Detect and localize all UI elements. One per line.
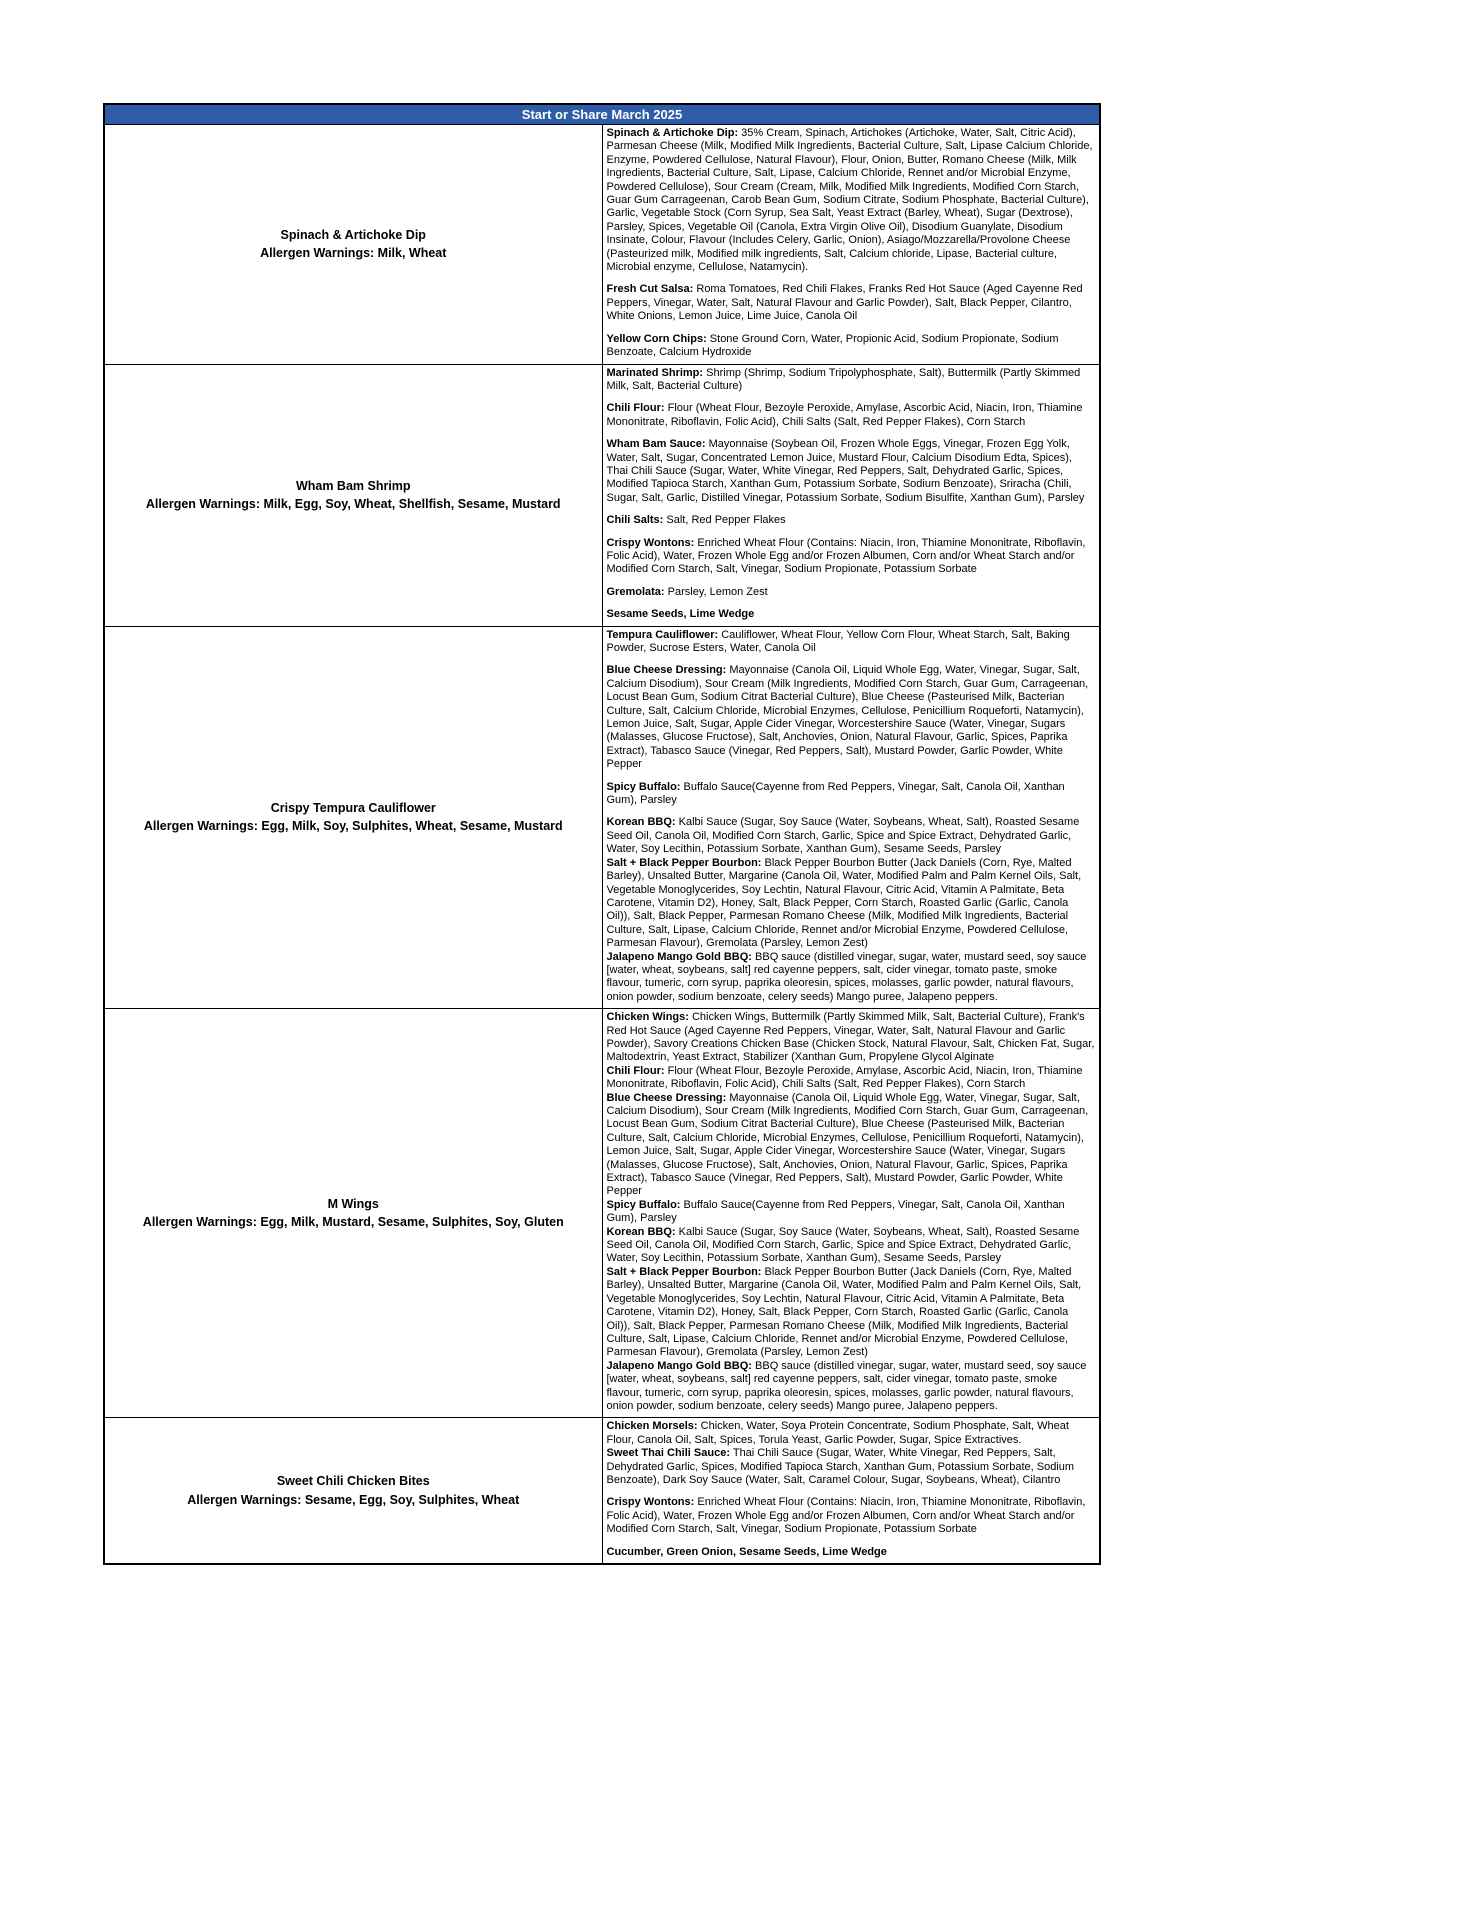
ingredient-section-label: Korean BBQ: bbox=[606, 816, 676, 829]
ingredient-section: Spinach & Artichoke Dip: 35% Cream, Spinach, Artichokes (Artichoke, Water, Salt, Citric Acid), Parmesan Cheese (Milk, Modified Milk Ingredients, Bacterial Culture, Salt, Lipase Calcium Chloride, Enzyme, Powdered Cellulose, Natural Flavour), Flour, Onion, Butter, Romano Cheese (Milk, Milk Ingredients, Bacterial Culture, Salt, Lipase, Calcium Chloride, Rennet and/or Microbial Enzyme, Powdered Cellulose), Sour Cream (Cream, Milk, Modified Milk Ingredients, Modified Corn Starch, Guar Gum Carrageenan, Carob Bean Gum, Sodium Citrate, Sodium Phosphate, Bacterial Culture), Garlic, Vegetable Stock (Corn Syrup, Sea Salt, Yeast Extract (Barley, Wheat), Sugar (Dextrose), Parsley, Spices, Vegetable Oil (Canola, Extra Virgin Olive Oil), Disodium Guanylate, Disodium Insinate, Colour, Flavour (Includes Celery, Garlic, Onion), Asiago/Mozzarella/Provolone Cheese (Pasteurized milk, Modified milk ingredients, Salt, Calcium chloride, Lipase, Bacterial culture, Microbial enzyme, Cellulose, Natamycin). bbox=[606, 127, 1093, 274]
table-header-title: Start or Share March 2025 bbox=[104, 104, 1100, 125]
ingredient-section-label: Spicy Buffalo: bbox=[606, 1198, 681, 1211]
ingredient-section: Chili Salts: Salt, Red Pepper Flakes bbox=[606, 514, 786, 527]
ingredient-section-label: Korean BBQ: bbox=[606, 1225, 676, 1238]
allergen-warnings: Allergen Warnings: Sesame, Egg, Soy, Sulphites, Wheat bbox=[187, 1492, 520, 1507]
allergen-warnings: Allergen Warnings: Egg, Milk, Soy, Sulphites, Wheat, Sesame, Mustard bbox=[143, 819, 563, 834]
ingredient-section: Yellow Corn Chips: Stone Ground Corn, Water, Propionic Acid, Sodium Propionate, Sodium Benzoate, Calcium Hydroxide bbox=[606, 332, 1059, 359]
ingredients-cell bbox=[602, 364, 1100, 626]
ingredient-section: Chili Flour: Flour (Wheat Flour, Bezoyle Peroxide, Amylase, Ascorbic Acid, Niacin, Iron, Thiamine Mononitrate, Riboflavin, Folic Acid), Chili Salts (Salt, Red Pepper Flakes), Corn Starch bbox=[606, 402, 1083, 428]
ingredient-section-label: Chicken Wings: bbox=[606, 1011, 689, 1024]
dish-name: Sweet Chili Chicken Bites bbox=[276, 1474, 430, 1489]
dish-cell bbox=[104, 364, 602, 626]
ingredient-section: Blue Cheese Dressing: Mayonnaise (Canola Oil, Liquid Whole Egg, Water, Vinegar, Sugar, Salt, Calcium Disodium), Sour Cream (Milk Ingredients, Modified Corn Starch, Guar Gum, Carrageenan, Locust Bean Gum, Sodium Citrat Bacterial Culture), Blue Cheese (Pasteurised Milk, Bacterian Culture, Salt, Calcium Chloride, Microbial Enzymes, Cellulose, Penicillium Roqueforti, Natamycin), Lemon Juice, Salt, Sugar, Apple Cider Vinegar, Worcestershire Sauce (Water, Vinegar, Sugars (Malasses, Glucose Fructose), Salt, Anchovies, Onion, Natural Flavour, Garlic, Spices, Paprika Extract), Tabasco Sauce (Vinegar, Red Peppers, Salt), Mustard Powder, Garlic Powder, White Pepper bbox=[606, 1091, 1089, 1198]
ingredient-section: Spicy Buffalo: Buffalo Sauce(Cayenne from Red Peppers, Vinegar, Salt, Canola Oil, Xanthan Gum), Parsley bbox=[606, 1198, 1065, 1225]
ingredient-section: Chicken Wings: Chicken Wings, Buttermilk (Partly Skimmed Milk, Salt, Bacterial Culture), Frank's Red Hot Sauce (Aged Cayenne Red Peppers, Vinegar, Water, Salt, Natural Flavour and Garlic Powder), Savory Creations Chicken Base (Chicken Stock, Natural Flavour, Salt, Chicken Fat, Sugar, Maltodextrin, Yeast Extract, Stabilizer (Xanthan Gum, Propylene Glycol Alginate bbox=[606, 1011, 1095, 1064]
ingredient-section: Blue Cheese Dressing: Mayonnaise (Canola Oil, Liquid Whole Egg, Water, Vinegar, Sugar, Salt, Calcium Disodium), Sour Cream (Milk Ingredients, Modified Corn Starch, Guar Gum, Carrageenan, Locust Bean Gum, Sodium Citrat Bacterial Culture), Blue Cheese (Pasteurised Milk, Bacterian Culture, Salt, Calcium Chloride, Microbial Enzymes, Cellulose, Penicillium Roqueforti, Natamycin), Lemon Juice, Salt, Sugar, Apple Cider Vinegar, Worcestershire Sauce (Water, Vinegar, Sugars (Malasses, Glucose Fructose), Salt, Anchovies, Onion, Natural Flavour, Garlic, Spices, Paprika Extract), Tabasco Sauce (Vinegar, Red Peppers, Salt), Mustard Powder, Garlic Powder, White Pepper bbox=[606, 664, 1089, 771]
ingredient-section-label: Jalapeno Mango Gold BBQ: bbox=[606, 1359, 752, 1372]
table-row bbox=[104, 1418, 1100, 1564]
ingredient-section-label: Salt + Black Pepper Bourbon: bbox=[606, 856, 762, 869]
table-row bbox=[104, 364, 1100, 626]
ingredient-section-label: Crispy Wontons: bbox=[606, 1496, 695, 1509]
ingredient-section-label: Chili Flour: bbox=[606, 402, 665, 415]
ingredient-section: Wham Bam Sauce: Mayonnaise (Soybean Oil, Frozen Whole Eggs, Vinegar, Frozen Egg Yolk, Water, Salt, Sugar, Concentrated Lemon Juice, Mustard Flour, Calcium Disodium Edta, Spices), Thai Chili Sauce (Sugar, Water, White Vinegar, Red Peppers, Salt, Dehydrated Garlic, Spices, Modified Tapioca Starch, Xanthan Gum, Potassium Sorbate, Sodium Benzoate), Sriracha (Chili, Sugar, Salt, Garlic, Distilled Vinegar, Potassium Sorbate, Sodium Bisulfite, Xanthan Gum), Parsley bbox=[606, 438, 1085, 504]
table-row bbox=[104, 626, 1100, 1009]
ingredients-cell bbox=[602, 125, 1100, 365]
ingredient-section-label: Chili Flour: bbox=[606, 1064, 665, 1077]
ingredient-table bbox=[103, 103, 1101, 1565]
ingredient-section: Salt + Black Pepper Bourbon: Black Pepper Bourbon Butter (Jack Daniels (Corn, Rye, Malted Barley), Unsalted Butter, Margarine (Canola Oil, Water, Modified Palm and Palm Kernel Oils, Salt, Vegetable Monoglycerides, Soy Lechtin, Natural Flavour, Citric Acid, Vitamin A Palmitate, Beta Carotene, Vitamin D2), Honey, Salt, Black Pepper, Corn Starch, Roasted Garlic (Garlic, Canola Oil)), Salt, Black Pepper, Parmesan Romano Cheese (Milk, Modified Milk Ingredients, Bacterial Culture, Salt, Lipase, Calcium Chloride, Rennet and/or Microbial Enzyme, Powdered Cellulose, Parmesan Flavour), Gremolata (Parsley, Lemon Zest) bbox=[606, 856, 1082, 950]
dish-cell bbox=[104, 1418, 602, 1564]
ingredient-section-label: Chicken Morsels: bbox=[606, 1420, 698, 1433]
ingredient-section: Gremolata: Parsley, Lemon Zest bbox=[606, 585, 768, 598]
ingredients-cell bbox=[602, 626, 1100, 1009]
ingredient-section-label: Sesame Seeds, Lime Wedge bbox=[606, 608, 755, 621]
dish-name: Crispy Tempura Cauliflower bbox=[270, 801, 436, 816]
table-row bbox=[104, 1009, 1100, 1418]
ingredients-cell bbox=[602, 1418, 1100, 1564]
ingredient-section: Sweet Thai Chili Sauce: Thai Chili Sauce (Sugar, Water, White Vinegar, Red Peppers, Salt, Dehydrated Garlic, Spices, Modified Tapioca Starch, Xanthan Gum, Potassium Sorbate, Sodium Benzoate), Dark Soy Sauce (Water, Salt, Caramel Colour, Sugar, Soybeans, Wheat), Cilantro bbox=[606, 1447, 1075, 1486]
ingredient-section-label: Salt + Black Pepper Bourbon: bbox=[606, 1265, 762, 1278]
dish-cell bbox=[104, 125, 602, 365]
ingredient-section: Korean BBQ: Kalbi Sauce (Sugar, Soy Sauce (Water, Soybeans, Wheat, Salt), Roasted Sesame Seed Oil, Canola Oil, Modified Corn Starch, Garlic, Spice and Spice Extract, Dehydrated Garlic, Water, Soy Lecithin, Potassium Sorbate, Xanthan Gum), Sesame Seeds, Parsley bbox=[606, 816, 1080, 856]
ingredient-section-label: Fresh Cut Salsa: bbox=[606, 283, 694, 296]
ingredient-section-label: Blue Cheese Dressing: bbox=[606, 664, 727, 677]
ingredient-section-label: Yellow Corn Chips: bbox=[606, 332, 707, 345]
ingredient-section: Chili Flour: Flour (Wheat Flour, Bezoyle Peroxide, Amylase, Ascorbic Acid, Niacin, Iron, Thiamine Mononitrate, Riboflavin, Folic Acid), Chili Salts (Salt, Red Pepper Flakes), Corn Starch bbox=[606, 1064, 1083, 1091]
allergen-warnings: Allergen Warnings: Egg, Milk, Mustard, Sesame, Sulphites, Soy, Gluten bbox=[142, 1215, 564, 1230]
ingredient-section bbox=[607, 608, 1096, 621]
ingredient-section-label: Crispy Wontons: bbox=[606, 536, 695, 549]
ingredient-section: Marinated Shrimp: Shrimp (Shrimp, Sodium Tripolyphosphate, Salt), Buttermilk (Partly Skimmed Milk, Salt, Bacterial Culture) bbox=[606, 366, 1081, 392]
ingredient-section-label: Wham Bam Sauce: bbox=[606, 438, 706, 451]
ingredient-section-label: Marinated Shrimp: bbox=[606, 366, 704, 379]
ingredient-section: Chicken Morsels: Chicken, Water, Soya Protein Concentrate, Sodium Phosphate, Salt, Wheat Flour, Canola Oil, Salt, Spices, Torula Yeast, Garlic Powder, Sugar, Spice Extractives. bbox=[606, 1420, 1069, 1446]
ingredient-section: Korean BBQ: Kalbi Sauce (Sugar, Soy Sauce (Water, Soybeans, Wheat, Salt), Roasted Sesame Seed Oil, Canola Oil, Modified Corn Starch, Garlic, Spice and Spice Extract, Dehydrated Garlic, Water, Soy Lecithin, Potassium Sorbate, Xanthan Gum), Sesame Seeds, Parsley bbox=[606, 1225, 1080, 1265]
ingredient-section: Spicy Buffalo: Buffalo Sauce(Cayenne from Red Peppers, Vinegar, Salt, Canola Oil, Xanthan Gum), Parsley bbox=[606, 780, 1065, 807]
header-row bbox=[104, 104, 1100, 125]
ingredient-section: Salt + Black Pepper Bourbon: Black Pepper Bourbon Butter (Jack Daniels (Corn, Rye, Malted Barley), Unsalted Butter, Margarine (Canola Oil, Water, Modified Palm and Palm Kernel Oils, Salt, Vegetable Monoglycerides, Soy Lechtin, Natural Flavour, Citric Acid, Vitamin A Palmitate, Beta Carotene, Vitamin D2), Honey, Salt, Black Pepper, Corn Starch, Roasted Garlic (Garlic, Canola Oil)), Salt, Black Pepper, Parmesan Romano Cheese (Milk, Modified Milk Ingredients, Bacterial Culture, Salt, Lipase, Calcium Chloride, Rennet and/or Microbial Enzyme, Powdered Cellulose, Parmesan Flavour), Gremolata (Parsley, Lemon Zest) bbox=[606, 1265, 1082, 1359]
ingredient-section: Crispy Wontons: Enriched Wheat Flour (Contains: Niacin, Iron, Thiamine Mononitrate, Riboflavin, Folic Acid), Water, Frozen Whole Egg and/or Frozen Albumen, Corn and/or Wheat Starch and/or Modified Corn Starch, Salt, Vinegar, Sodium Propionate, Potassium Sorbate bbox=[606, 536, 1086, 576]
ingredient-section-label: Sweet Thai Chili Sauce: bbox=[606, 1447, 730, 1460]
ingredients-cell bbox=[602, 1009, 1100, 1418]
ingredient-section-label: Jalapeno Mango Gold BBQ: bbox=[606, 950, 752, 963]
table-row bbox=[104, 125, 1100, 365]
ingredient-section: Tempura Cauliflower: Cauliflower, Wheat Flour, Yellow Corn Flour, Wheat Starch, Salt, Baking Powder, Sucrose Esters, Water, Canola Oil bbox=[606, 628, 1070, 654]
ingredient-section-label: Gremolata: bbox=[606, 585, 665, 598]
ingredient-section-label: Spicy Buffalo: bbox=[606, 780, 681, 793]
dish-cell bbox=[104, 1009, 602, 1418]
ingredient-section-label: Spinach & Artichoke Dip: bbox=[606, 127, 739, 139]
ingredient-section: Crispy Wontons: Enriched Wheat Flour (Contains: Niacin, Iron, Thiamine Mononitrate, Riboflavin, Folic Acid), Water, Frozen Whole Egg and/or Frozen Albumen, Corn and/or Wheat Starch and/or Modified Corn Starch, Salt, Vinegar, Sodium Propionate, Potassium Sorbate bbox=[606, 1496, 1086, 1536]
ingredient-section-label: Blue Cheese Dressing: bbox=[606, 1091, 727, 1104]
table-body bbox=[104, 125, 1100, 1565]
allergen-warnings: Allergen Warnings: Milk, Wheat bbox=[260, 246, 447, 261]
ingredient-section: Fresh Cut Salsa: Roma Tomatoes, Red Chili Flakes, Franks Red Hot Sauce (Aged Cayenne Red Peppers, Vinegar, Water, Salt, Natural Flavour and Garlic Powder), Salt, Black Pepper, Cilantro, White Onions, Lemon Juice, Lime Juice, Canola Oil bbox=[606, 283, 1083, 323]
ingredient-section-label: Chili Salts: bbox=[606, 514, 664, 527]
ingredient-section bbox=[607, 1546, 1096, 1559]
ingredient-section: Jalapeno Mango Gold BBQ: BBQ sauce (distilled vinegar, sugar, water, mustard seed, soy sauce [water, wheat, soybeans, salt] red cayenne peppers, salt, cider vinegar, tomato paste, smoke flavour, tumeric, corn syrup, paprika oleoresin, spices, molasses, garlic powder, natural flavours, onion powder, sodium benzoate, celery seeds) Mango puree, Jalapeno peppers. bbox=[606, 950, 1087, 1003]
dish-name: Wham Bam Shrimp bbox=[295, 478, 411, 493]
ingredient-section: Jalapeno Mango Gold BBQ: BBQ sauce (distilled vinegar, sugar, water, mustard seed, soy sauce [water, wheat, soybeans, salt] red cayenne peppers, salt, cider vinegar, tomato paste, smoke flavour, tumeric, corn syrup, paprika oleoresin, spices, molasses, garlic powder, natural flavours, onion powder, sodium benzoate, celery seeds) Mango puree, Jalapeno peppers. bbox=[606, 1359, 1087, 1412]
ingredient-section-label: Tempura Cauliflower: bbox=[606, 628, 719, 641]
dish-name: M Wings bbox=[327, 1197, 379, 1211]
dish-name: Spinach & Artichoke Dip bbox=[280, 228, 426, 242]
dish-cell bbox=[104, 626, 602, 1009]
allergen-warnings: Allergen Warnings: Milk, Egg, Soy, Wheat, Shellfish, Sesame, Mustard bbox=[145, 497, 561, 512]
ingredient-section-label: Cucumber, Green Onion, Sesame Seeds, Lime Wedge bbox=[606, 1545, 887, 1558]
